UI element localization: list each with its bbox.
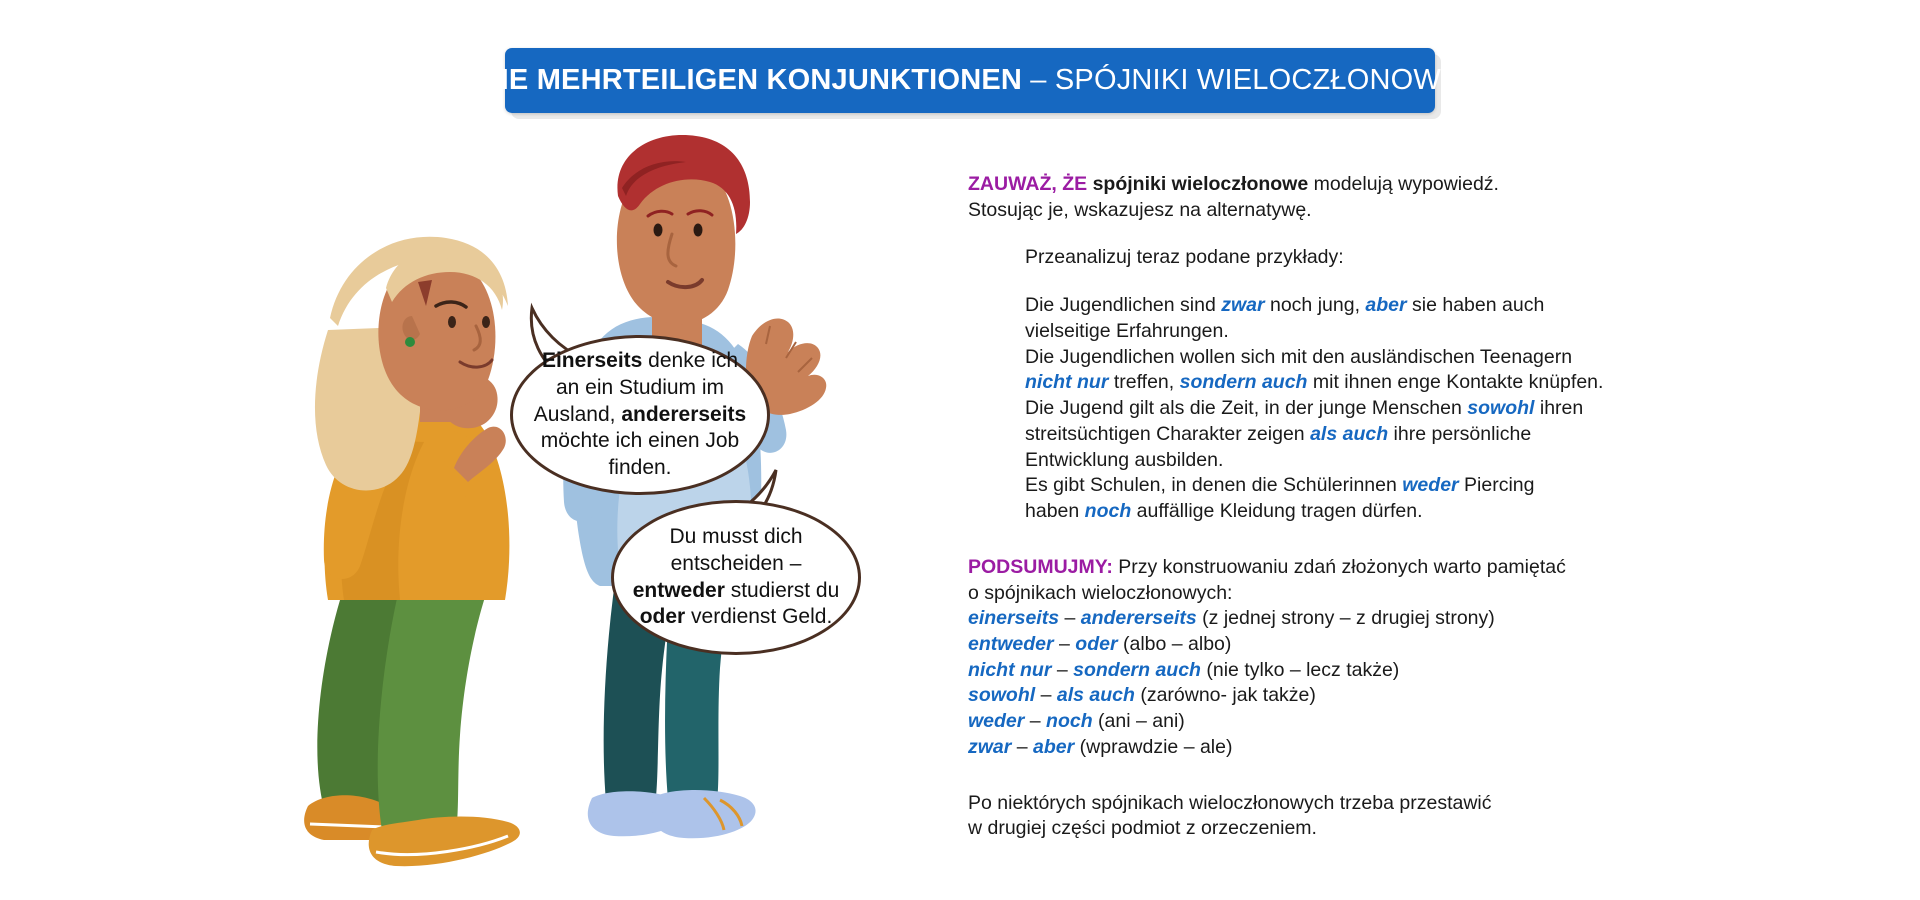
summary-line-1 — [968, 555, 1668, 581]
pair-0-sep: – — [1059, 607, 1081, 630]
pair-5-b: aber — [1033, 735, 1075, 758]
summary-rest: Przy konstruowaniu zdań złożonych warto pamiętać — [1112, 555, 1566, 578]
pair-row-3 — [968, 683, 1668, 709]
pair-3-a: sowohl — [968, 684, 1036, 707]
pair-1-gloss: (albo – albo) — [1117, 633, 1232, 656]
ex3-conj-sowohl: sowohl — [1467, 397, 1535, 420]
pair-4-a: weder — [968, 710, 1025, 733]
ex1-mid: noch jung, — [1264, 294, 1366, 317]
explanation-panel — [968, 172, 1668, 842]
ex1-pre: Die Jugendlichen sind — [1025, 294, 1222, 317]
pair-2-a: nicht nur — [968, 658, 1052, 681]
pair-row-0 — [968, 606, 1668, 632]
footer-line-1: Po niektórych spójnikach wieloczłonowych trzeba przestawić — [968, 791, 1492, 814]
woman-bubble-text — [531, 348, 749, 482]
pair-2-gloss: (nie tylko – lecz także) — [1200, 658, 1400, 681]
pair-4-gloss: (ani – ani) — [1092, 710, 1185, 733]
pair-1-b: oder — [1075, 633, 1118, 656]
example-1-line-2: vielseitige Erfahrungen. — [1025, 319, 1229, 342]
pair-5-gloss: (wprawdzie – ale) — [1074, 735, 1233, 758]
ex4-post1: Piercing — [1458, 474, 1535, 497]
pair-5-a: zwar — [968, 735, 1012, 758]
ex2-conj-nichtnur: nicht nur — [1025, 371, 1109, 394]
pair-1-a: entweder — [968, 633, 1054, 656]
pair-5-sep: – — [1011, 735, 1034, 758]
man-bubble-seg-3: oder — [639, 605, 686, 629]
pair-0-a: einerseits — [968, 607, 1060, 630]
pair-2-sep: – — [1051, 658, 1074, 681]
zauwaz-lead: ZAUWAŻ, ŻE — [968, 173, 1088, 195]
intro-line-1 — [968, 172, 1668, 198]
example-3-line-1 — [1025, 396, 1668, 422]
title-dash: – — [1022, 64, 1055, 96]
pair-row-4 — [968, 709, 1668, 735]
intro-line-2: Stosując je, wskazujesz na alternatywę. — [968, 198, 1312, 221]
podsumujmy-lead: PODSUMUJMY: — [968, 555, 1113, 578]
ex3-post1: ihren — [1534, 397, 1584, 420]
woman-bubble-seg-0: Einerseits — [541, 348, 643, 372]
ex1-conj-zwar: zwar — [1221, 294, 1265, 317]
man-bubble-text — [630, 524, 842, 632]
title-plain-part: SPÓJNIKI WIELOCZŁONOWE — [1054, 64, 1461, 96]
title-banner-bar — [479, 48, 1461, 113]
pair-0-b: andererseits — [1080, 607, 1197, 630]
pair-4-b: noch — [1046, 710, 1093, 733]
example-2-line-2 — [1025, 370, 1668, 396]
ex4-pre: Es gibt Schulen, in denen die Schülerinnen — [1025, 474, 1403, 497]
ex2-conj-sondernauch: sondern auch — [1179, 371, 1308, 394]
pair-4-sep: – — [1024, 710, 1047, 733]
ex4-post2: auffällige Kleidung tragen dürfen. — [1131, 500, 1423, 523]
ex4-pre2: haben — [1025, 500, 1085, 523]
example-2-line-1: Die Jugendlichen wollen sich mit den ausländischen Teenagern — [1025, 345, 1573, 368]
examples-heading: Przeanalizuj teraz podane przykłady: — [1025, 246, 1344, 269]
man-bubble-seg-2: studierst du — [724, 578, 840, 602]
pair-row-1 — [968, 632, 1668, 658]
example-4-line-2 — [1025, 499, 1668, 525]
ex3-pre2: streitsüchtigen Charakter zeigen — [1025, 422, 1311, 445]
ex3-post2: ihre persönliche — [1388, 422, 1532, 445]
woman-bubble-seg-2: andererseits — [621, 402, 747, 426]
ex2-post: mit ihnen enge Kontakte knüpfen. — [1307, 371, 1604, 394]
man-bubble-seg-1: entweder — [632, 578, 725, 602]
example-4-line-1 — [1025, 473, 1668, 499]
man-bubble-seg-4: verdienst Geld. — [685, 605, 833, 629]
summary-line-2: o spójnikach wieloczłonowych: — [968, 581, 1233, 604]
footer-line-2: w drugiej części podmiot z orzeczeniem. — [968, 817, 1317, 840]
pair-row-2 — [968, 658, 1668, 684]
pair-row-5 — [968, 735, 1668, 761]
example-3-line-3: Entwicklung ausbilden. — [1025, 448, 1224, 471]
illustration-two-people — [300, 130, 960, 870]
ex4-conj-noch: noch — [1084, 500, 1132, 523]
man-speech-bubble — [611, 500, 861, 655]
woman-bubble-seg-3: möchte ich einen Job finden. — [540, 429, 740, 480]
pair-3-sep: – — [1035, 684, 1057, 707]
pair-3-gloss: (zarówno- jak także) — [1134, 684, 1316, 707]
title-bold-part: DIE MEHRTEILIGEN KONJUNKTIONEN — [479, 64, 1023, 96]
pair-1-sep: – — [1053, 633, 1076, 656]
example-3-line-2 — [1025, 422, 1668, 448]
woman-figure — [304, 237, 520, 866]
page-title — [480, 64, 1461, 97]
pair-2-b: sondern auch — [1073, 658, 1201, 681]
ex3-conj-alsauch: als auch — [1310, 422, 1389, 445]
ex1-conj-aber: aber — [1365, 294, 1407, 317]
pair-3-b: als auch — [1056, 684, 1135, 707]
woman-speech-bubble — [510, 335, 770, 495]
man-bubble-seg-0: Du musst dich entscheiden – — [669, 524, 803, 575]
ex1-post: sie haben auch — [1406, 294, 1545, 317]
ex3-pre: Die Jugend gilt als die Zeit, in der junge Menschen — [1025, 397, 1468, 420]
pair-0-gloss: (z jednej strony – z drugiej strony) — [1196, 607, 1495, 630]
woman-bubble-seg-1: denke ich an ein Studium im Ausland, — [533, 348, 739, 426]
ex4-conj-weder: weder — [1402, 474, 1459, 497]
intro-rest: modelują wypowiedź. — [1313, 173, 1499, 195]
ex2-mid: treffen, — [1108, 371, 1180, 394]
intro-bold-phrase: spójniki wieloczłonowe — [1092, 173, 1309, 195]
title-banner — [479, 48, 1461, 113]
example-1-line-1 — [1025, 293, 1668, 319]
